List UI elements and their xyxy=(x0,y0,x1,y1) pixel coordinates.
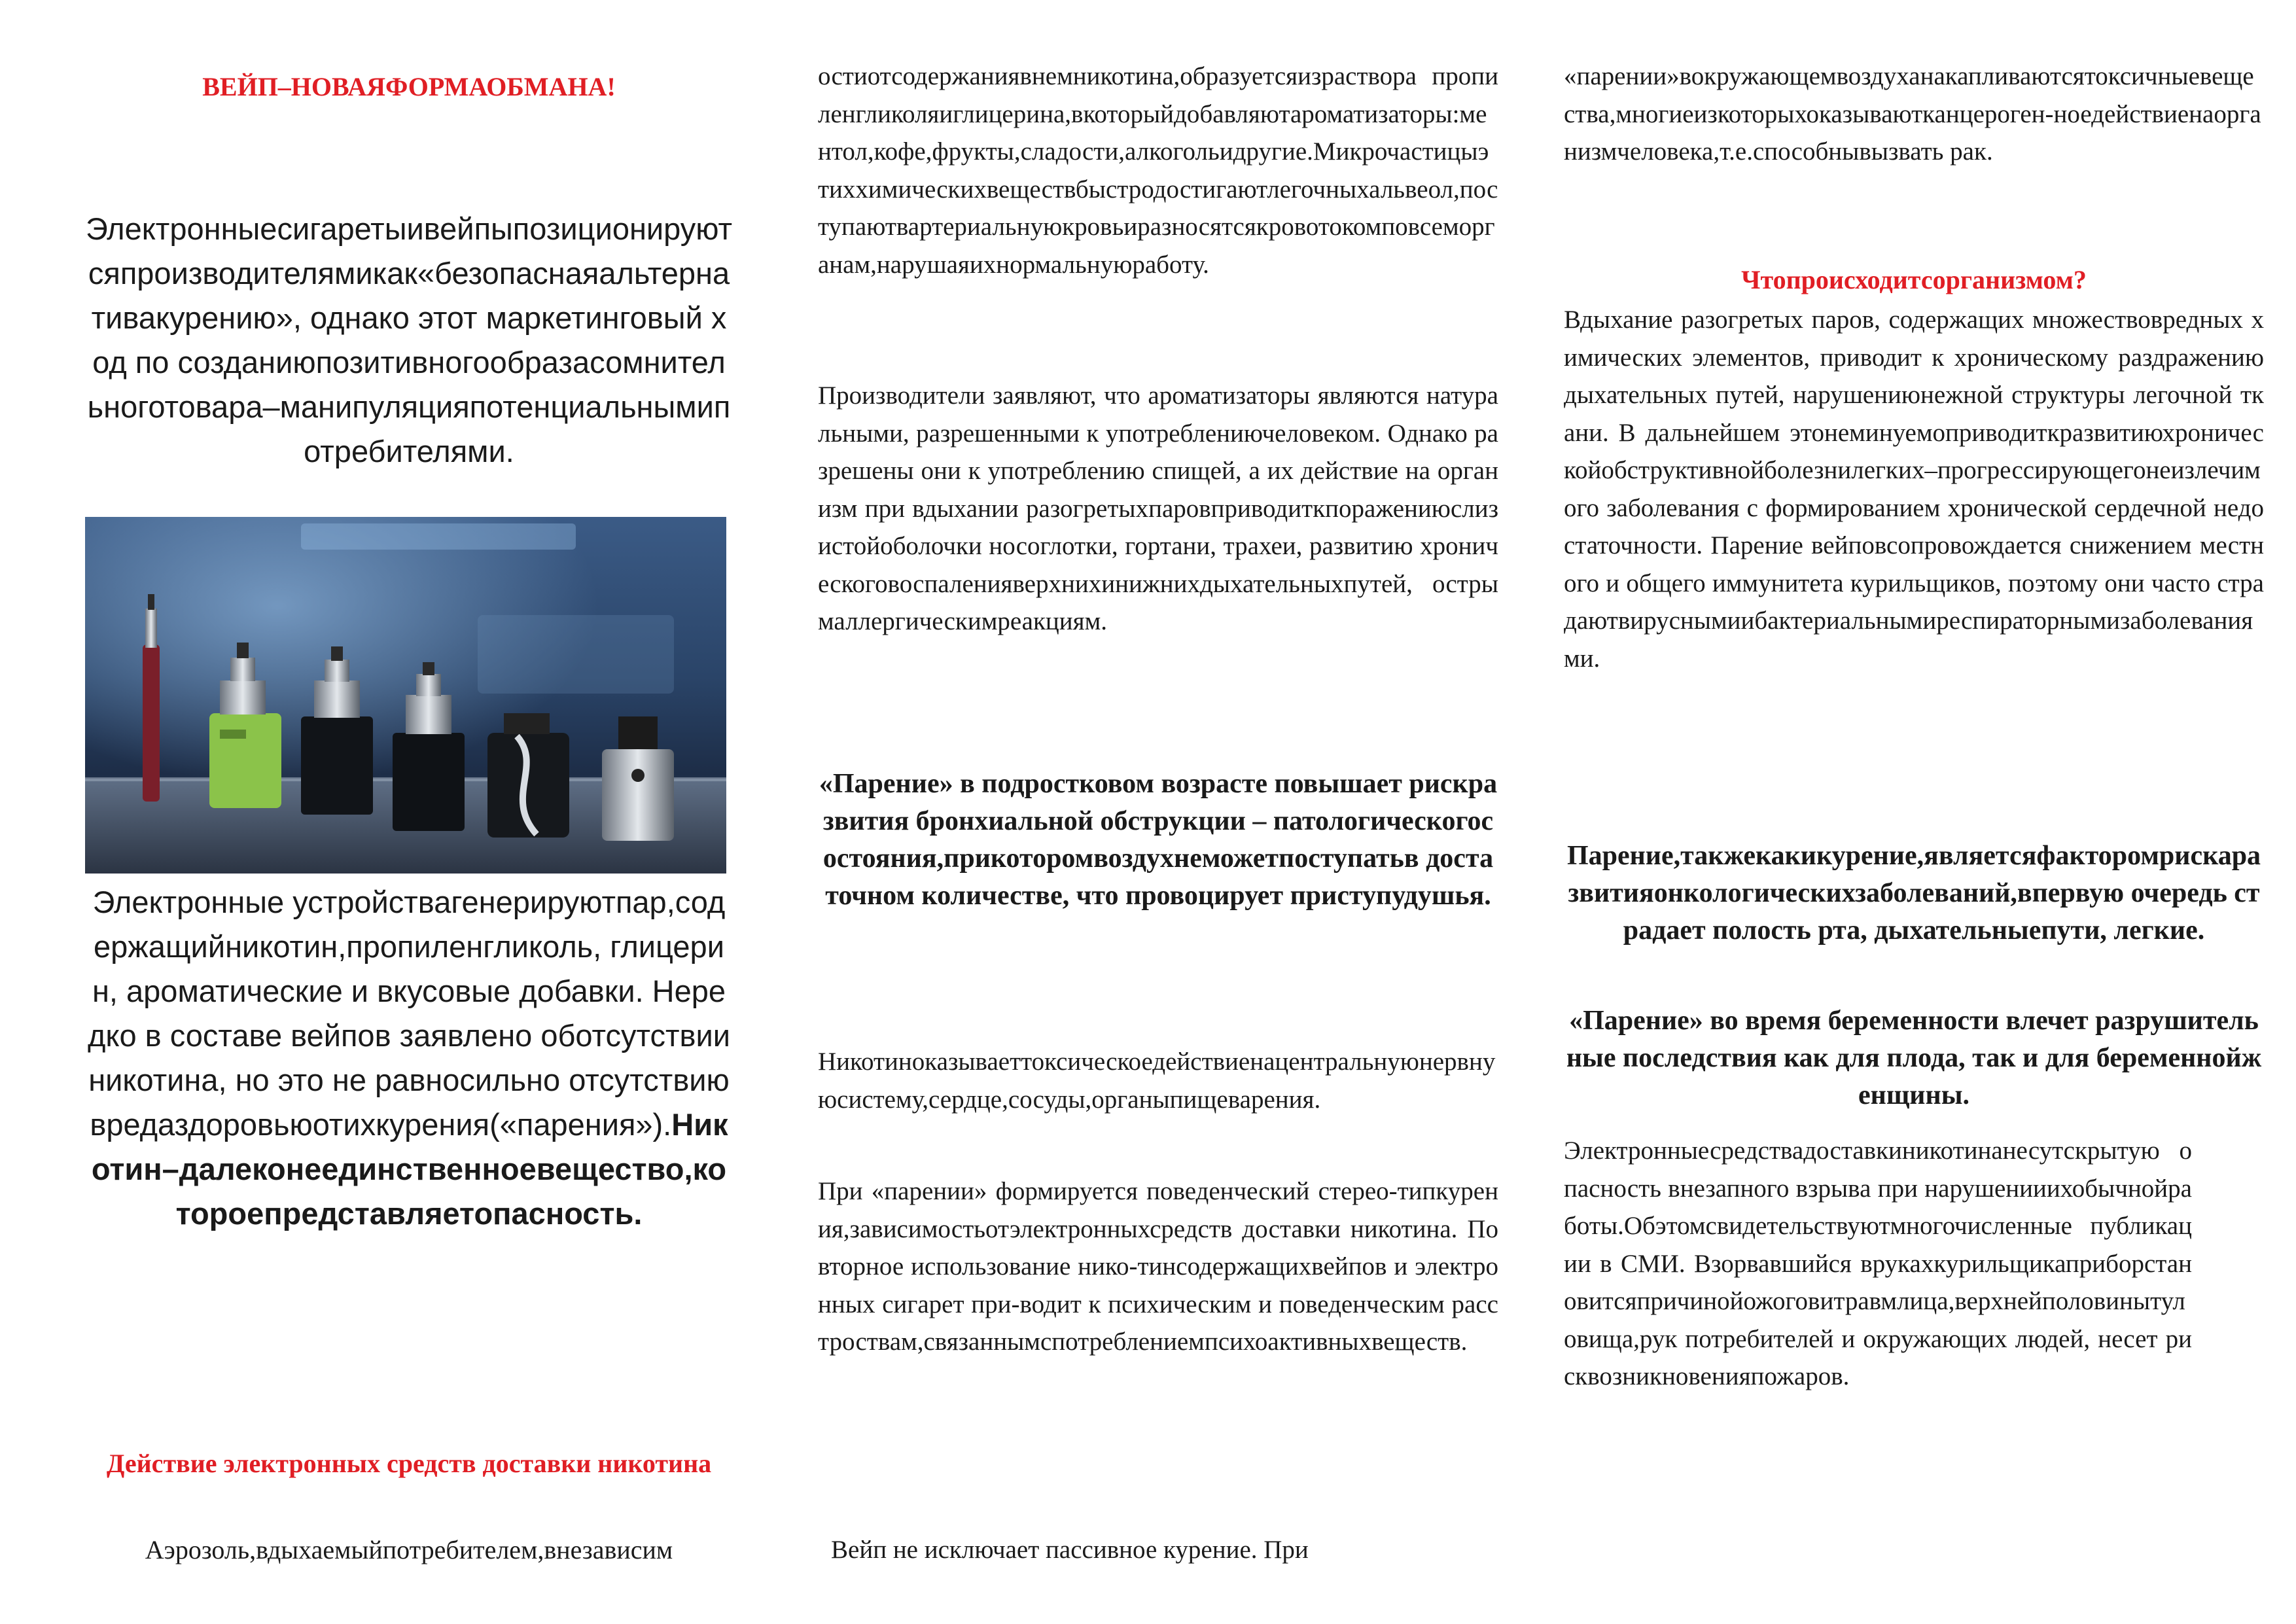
section-heading-action: Действие электронных средств доставки никотина xyxy=(106,1449,712,1478)
section-heading-organism: Чтопроисходитсорганизмом? xyxy=(1741,265,2087,294)
intro-paragraph: Электронныесигаретыивейпыпозиционируютсяпроизводителямикак«безопаснаяальтернативакурению», однако этот маркетинговый ход по созданиюпозитивногообразасомнительноготовара–манипуляцияпотенциальнымипотребителями. xyxy=(85,211,733,468)
devices-bold-text: Никотин–далеконеединственноевещество,котороепредставляетопасность. xyxy=(91,1107,728,1231)
cancer-risk-block: Парение,такжекакикурение,являетсяфакторомрискаразвитияонкологическихзаболеваний,впервую очередь страдает полость рта, дыхательныепути, легкие. xyxy=(1566,841,2261,945)
vape-devices-photo xyxy=(85,517,726,874)
col2-paragraph-2: Производители заявляют, что ароматизаторы являются натуральными, разрешенными к употреблениючеловеком. Однако разрешены они к употреблению спищей, а их действие на организм при вдыхании разогретыхпаровприводиткпоражениюслизистойоболочки носоглотки, гортани, трахеи, развитию хроническоговоспаленияверхнихинижнихдыхательныхпутей, острымаллергическимреакциям. xyxy=(818,381,1498,635)
col2-paragraph-3: Никотиноказываеттоксическоедействиенацентральнуюнервнуюсистему,сердце,сосуды,органыпищеварения. xyxy=(818,1048,1496,1114)
col2-paragraph-5: Вейп не исключает пассивное курение. При xyxy=(831,1536,1309,1564)
teen-warning-block: «Парение» в подростковом возрасте повышает рискразвития бронхиальной обструкции – патологическогосостояния,прикоторомвоздухнеможетпоступатьв достаточном количестве, что провоцирует приступудушья. xyxy=(819,769,1498,911)
col2-paragraph-4: При «парении» формируется поведенческий стерео-типкурения,зависимостьотэлектронныхсредств доставки никотина. Повторное использование нико-тинсодержащихвейпов и электронных сигарет при-водит к психическим и поведенческим расстроствам,связаннымспотреблениемпсихоактивныхвеществ. xyxy=(818,1177,1498,1356)
col3-paragraph-3: Электронныесредствадоставкиникотинанесутскрытую опасность внезапного взрыва при нарушенииихобычнойработы.Обэтомсвидетельствуютмногочисленные публикации в СМИ. Взорвавшийся врукахкурильщикаприборстановитсяпричинойожоговитравмлица,верхнейполовинытуловища,рук потребителей и окружающих людей, несет рисквозникновенияпожаров. xyxy=(1564,1137,2192,1390)
pregnancy-warning-block: «Парение» во время беременности влечет разрушительные последствия как для плода, так и для беременнойженщины. xyxy=(1566,1006,2262,1110)
col3-paragraph-1: «парении»вокружающемвоздуханакапливаютсятоксичныевещества,многиеизкоторыхоказываютканцероген-ноедействиенаорганизмчеловека,т.е.способнывызвать рак. xyxy=(1564,62,2261,166)
col3-paragraph-2: Вдыхание разогретых паров, содержащих множествовредных химических элементов, приводит к хроническому раздражению дыхательных путей, нарушениюнежной структуры легочной ткани. В дальнейшем этонеминуемоприводиткразвитиюхроническойобструктивнойболезнилегких–прогрессирующегонеизлечимого заболевания с формированием хронической сердечной недостаточности. Парение вейповсопровождается снижением местного и общего иммунитета курильщиков, поэтому они часто страдаютвируснымиибактериальнымиреспираторнымизаболеваниями. xyxy=(1564,306,2264,673)
page-title: ВЕЙП–НОВАЯФОРМАОБМАНА! xyxy=(202,72,616,101)
devices-text: Электронные устройствагенерируютпар,содержащийникотин,пропиленгликоль, глицерин, ароматические и вкусовые добавки. Нередко в составе вейпов заявлено оботсутствии никотина, но это не равносильно отсутствиювредаздоровьюотихкурения(«парения»). xyxy=(87,885,731,1142)
col2-paragraph-1: остиотсодержаниявнемникотина,образуетсяизраствора пропиленгликоляиглицерина,вкоторыйдобавляютароматизаторы:ментол,кофе,фрукты,сладости,алкогольидругие.Микрочастицыэтиххимическихвеществбыстродостигаютлегочныхальвеол,поступаютвартериальнуюкровьиразносятсякровотокомповсеморганам,нарушаяихнормальнуюработу. xyxy=(818,62,1498,279)
col1-bottom-line: Аэрозоль,вдыхаемыйпотребителем,внезависим xyxy=(145,1535,673,1564)
devices-paragraph xyxy=(85,880,733,1236)
